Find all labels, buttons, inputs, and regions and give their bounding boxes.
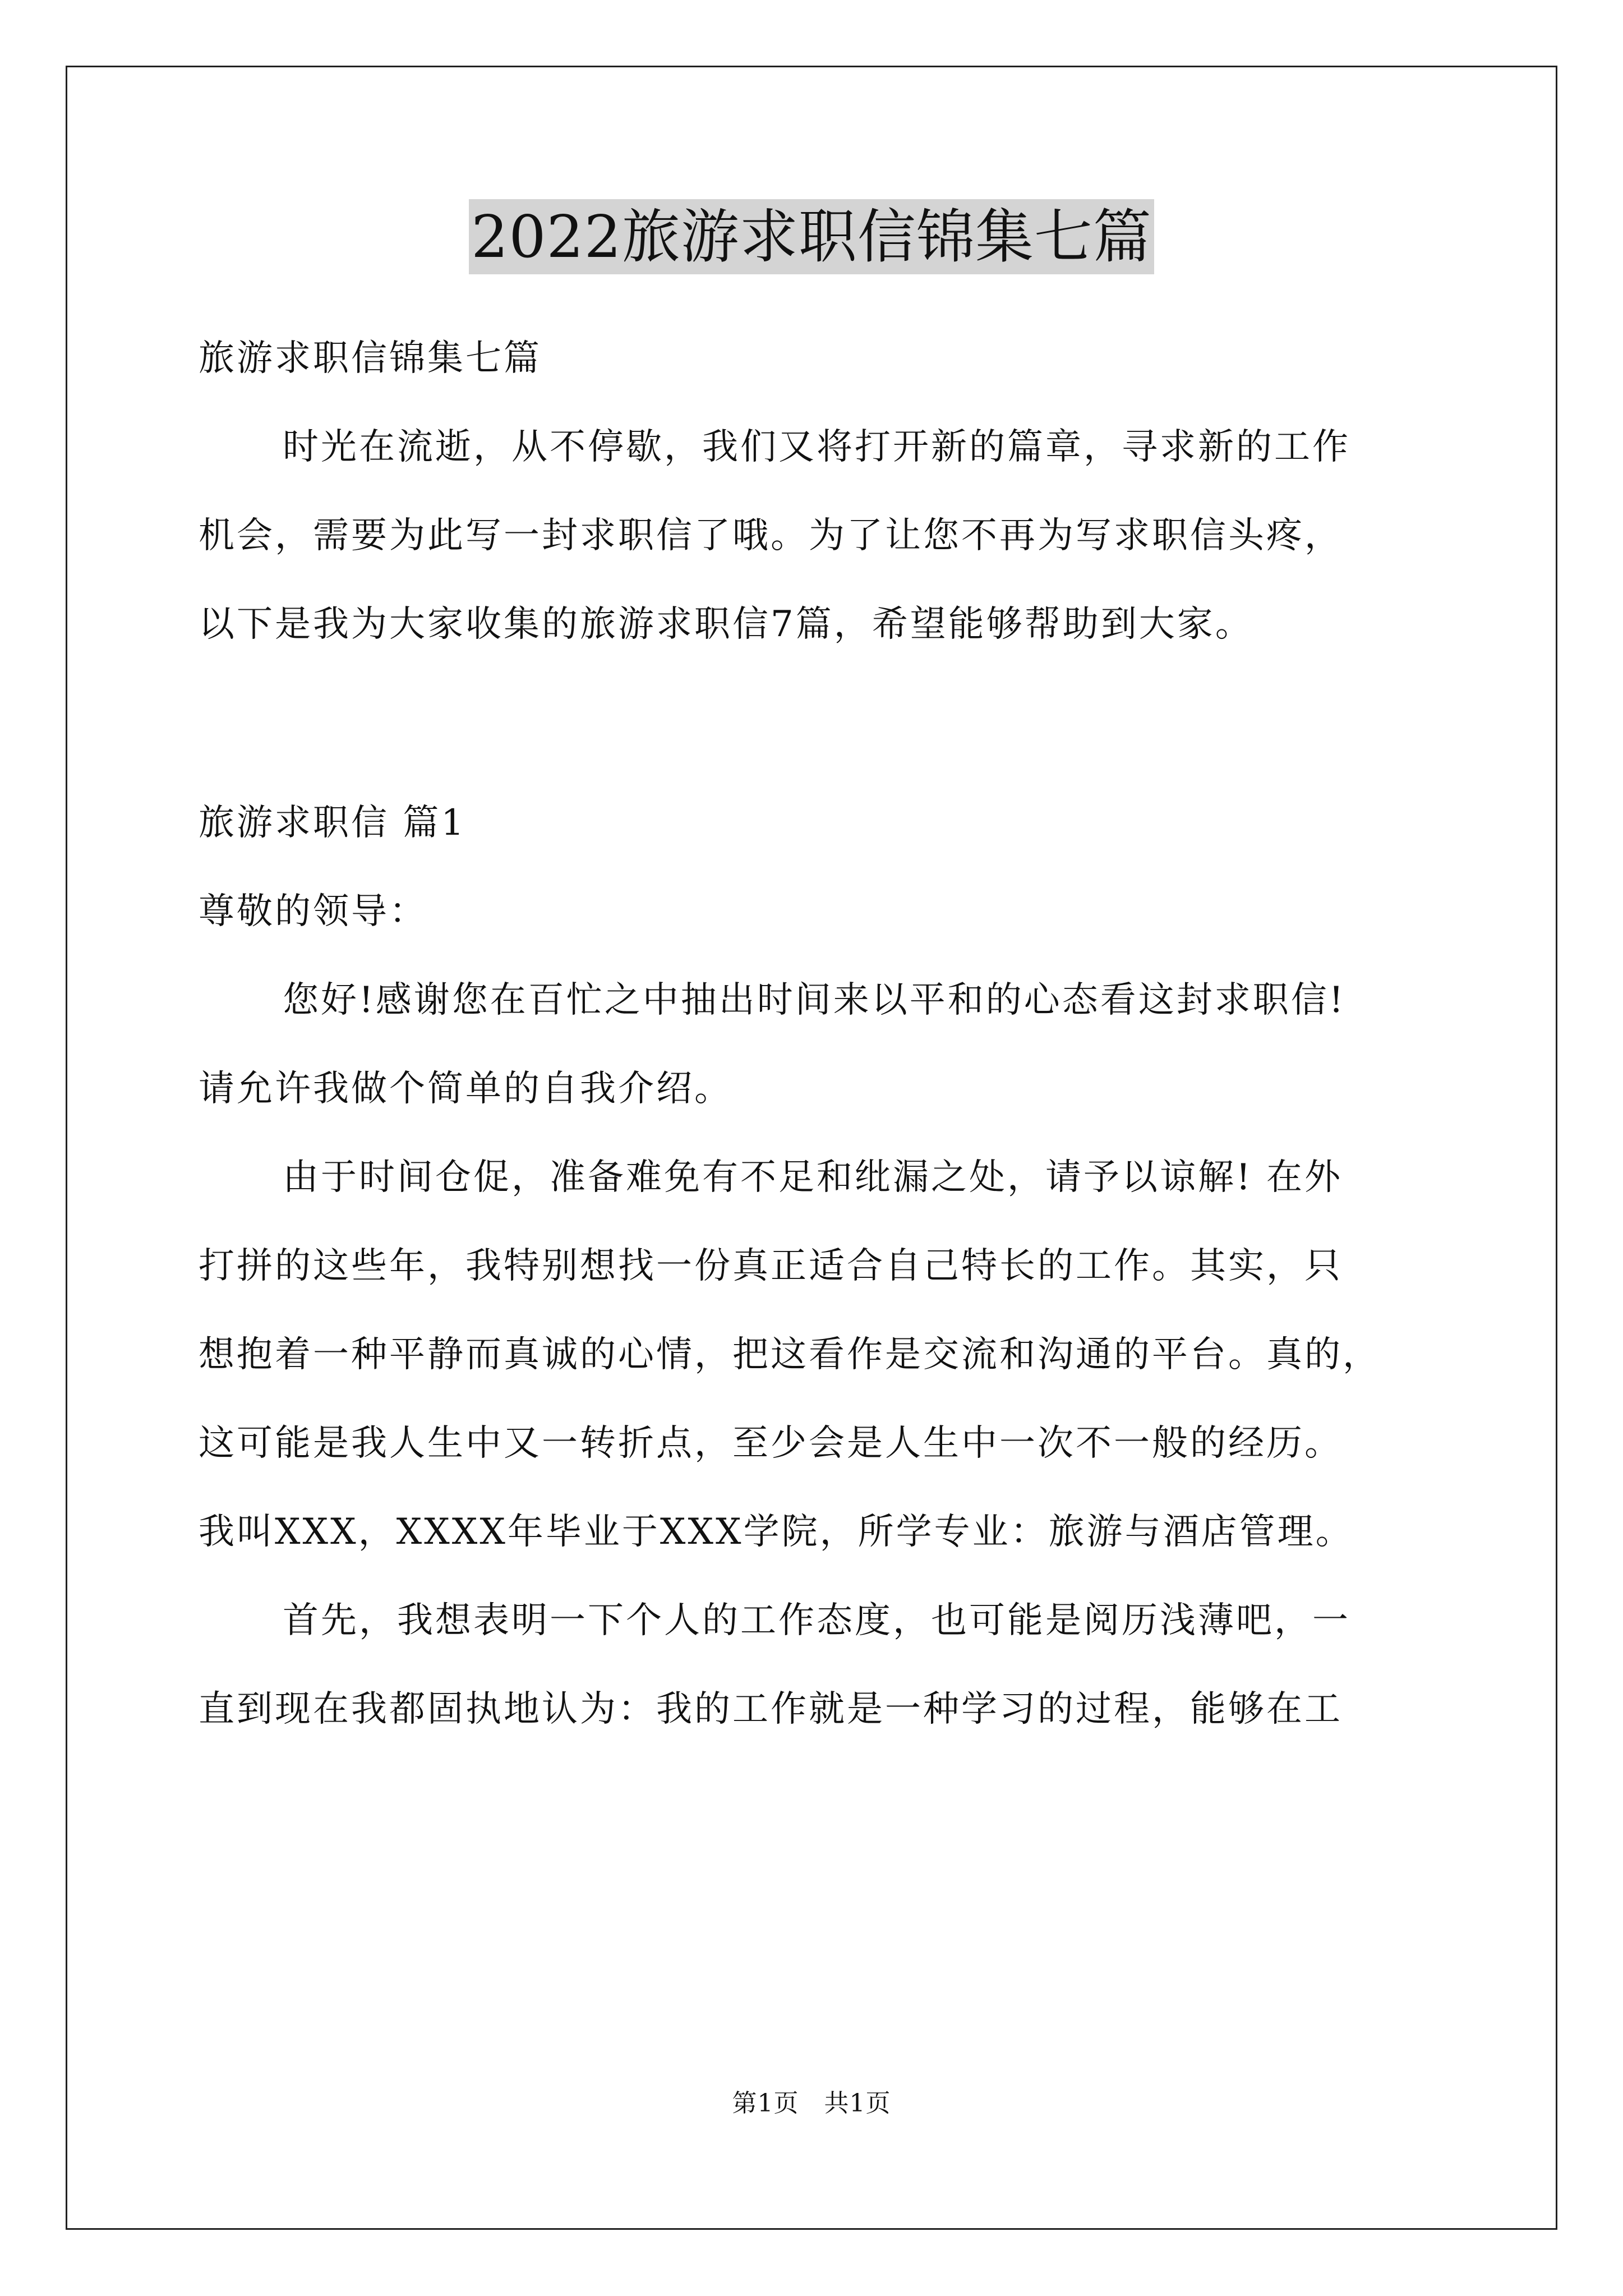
paragraph-line: 请允许我做个简单的自我介绍。 [199, 1068, 732, 1110]
document-body [199, 314, 1466, 1754]
paragraph-line: 想抱着一种平静而真诚的心情，把这看作是交流和沟通的平台。真的， [199, 1334, 1381, 1375]
page-footer: 第1页 共1页 [732, 2089, 891, 2118]
intro-line: 时光在流逝，从不停歇，我们又将打开新的篇章，寻求新的工作 [283, 426, 1350, 468]
paragraph-line: 由于时间仓促，准备难免有不足和纰漏之处，请予以谅解! 在外 [283, 1157, 1343, 1198]
paragraph-line: 这可能是我人生中又一转折点，至少会是人生中一次不一般的经历。 [199, 1423, 1343, 1464]
paragraph-line: 您好!感谢您在百忙之中抽出时间来以平和的心态看这封求职信! [283, 979, 1346, 1021]
paragraph-line: 首先，我想表明一下个人的工作态度，也可能是阅历浅薄吧，一 [283, 1600, 1350, 1641]
section-spacer [199, 669, 1466, 779]
intro-line: 机会，需要为此写一封求职信了哦。为了让您不再为写求职信头疼， [199, 515, 1343, 556]
subtitle: 旅游求职信锦集七篇 [199, 338, 542, 379]
intro-line: 以下是我为大家收集的旅游求职信7篇，希望能够帮助到大家。 [199, 604, 1253, 645]
paragraph-line: 打拼的这些年，我特别想找一份真正适合自己特长的工作。其实，只 [199, 1245, 1343, 1287]
paragraph-line: 直到现在我都固执地认为：我的工作就是一种学习的过程，能够在工 [199, 1688, 1343, 1730]
document-title: 2022旅游求职信锦集七篇 [469, 199, 1154, 274]
section-heading: 旅游求职信 篇1 [199, 802, 467, 844]
salutation: 尊敬的领导： [199, 891, 427, 932]
title-container [0, 199, 1623, 274]
paragraph-line: 我叫XXX，XXXX年毕业于XXX学院，所学专业：旅游与酒店管理。 [199, 1511, 1354, 1553]
